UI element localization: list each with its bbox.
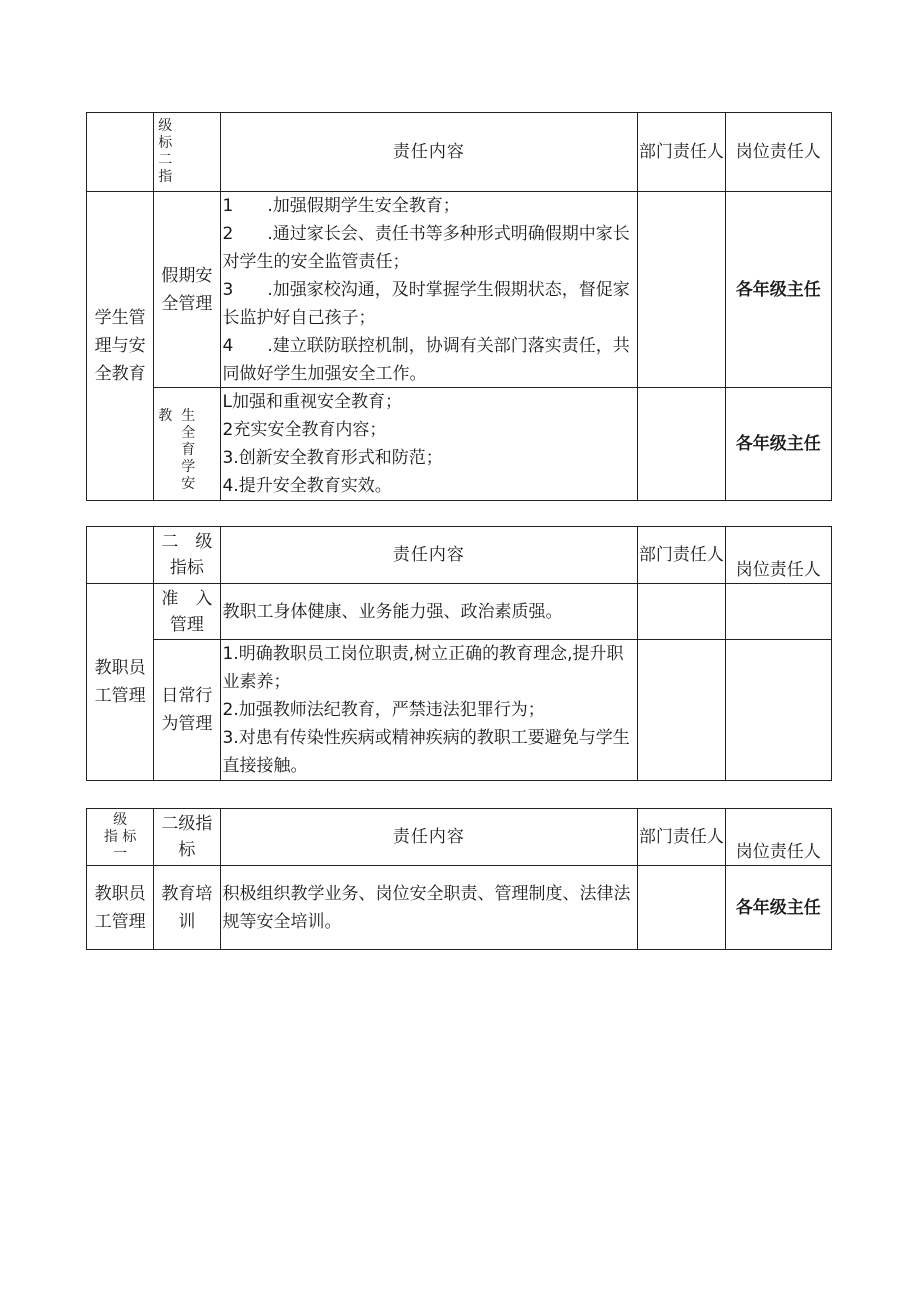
level2-char: 学 xyxy=(181,459,196,475)
content-line: L加强和重视安全教育； xyxy=(222,392,403,412)
level2-indicator: 教育培训 xyxy=(154,866,220,950)
content-line: 积极组织教学业务、岗位安全职责、管理制度、法律法规等安全培训。 xyxy=(222,883,631,932)
content-line: 1 .加强假期学生安全教育； xyxy=(222,196,460,216)
dept-responsible-cell xyxy=(638,192,725,388)
level2-indicator: 准 入管理 xyxy=(154,584,220,640)
level1-indicator: 教职员工管理 xyxy=(87,866,154,950)
header-level2-char: 指 xyxy=(158,169,173,185)
content-line: 3.对患有传染性疾病或精神疾病的教职工要避免与学生直接接触。 xyxy=(222,728,630,776)
content-line: 2充实安全教育内容； xyxy=(222,420,387,440)
header-content: 责任内容 xyxy=(220,113,638,192)
level2-char: 育 xyxy=(181,442,196,458)
header-level1-cell xyxy=(87,113,154,192)
level1-indicator: 教职员工管理 xyxy=(87,584,154,781)
header-level1-char: 级 xyxy=(113,811,128,828)
header-content: 责任内容 xyxy=(220,527,638,584)
header-post-responsible: 岗位责任人 xyxy=(725,809,831,866)
responsibility-table-student-safety xyxy=(86,112,832,501)
level2-char: 教 xyxy=(158,408,173,424)
post-responsible: 各年级主任 xyxy=(725,192,831,388)
responsibility-content xyxy=(220,866,638,950)
content-line: 2 .通过家长会、责任书等多种形式明确假期中家长对学生的安全监管责任； xyxy=(222,224,630,272)
table-row xyxy=(87,388,832,501)
post-responsible: 各年级主任 xyxy=(725,388,831,501)
header-post-responsible: 岗位责任人 xyxy=(725,527,831,584)
content-line: 3.创新安全教育形式和防范； xyxy=(222,448,443,468)
header-dept-responsible: 部门责任人 xyxy=(638,113,725,192)
table-header-row xyxy=(87,809,832,866)
header-level2-cell xyxy=(154,113,220,192)
responsibility-content xyxy=(220,640,638,781)
content-line: 1.明确教职员工岗位职责,树立正确的教育理念,提升职业素养； xyxy=(222,644,624,692)
table-row xyxy=(87,640,832,781)
header-level1-char: 指 标 xyxy=(103,828,137,845)
dept-responsible-cell xyxy=(638,640,725,781)
header-dept-responsible: 部门责任人 xyxy=(638,809,725,866)
content-line: 4 .建立联防联控机制，协调有关部门落实责任，共同做好学生加强安全工作。 xyxy=(222,336,630,384)
level2-indicator: 假期安全管理 xyxy=(154,192,220,388)
level2-char: 安 xyxy=(181,476,196,492)
header-level2-char: 二 xyxy=(158,152,173,168)
header-post-responsible: 岗位责任人 xyxy=(725,113,831,192)
header-level2-char: 级 xyxy=(158,118,173,134)
responsibility-content xyxy=(220,388,638,501)
content-line: 教职工身体健康、业务能力强、政治素质强。 xyxy=(222,601,563,622)
table-row xyxy=(87,584,832,640)
responsibility-table-training xyxy=(86,808,832,950)
header-level2-char: 标 xyxy=(158,135,173,151)
level2-indicator xyxy=(154,388,220,501)
post-responsible xyxy=(725,640,831,781)
dept-responsible-cell xyxy=(638,584,725,640)
table-header-row xyxy=(87,113,832,192)
level1-indicator: 学生管理与安全教育 xyxy=(87,192,154,501)
responsibility-table-staff xyxy=(86,526,832,781)
table-row xyxy=(87,192,832,388)
header-content: 责任内容 xyxy=(220,809,638,866)
responsibility-content xyxy=(220,584,638,640)
dept-responsible-cell xyxy=(638,866,725,950)
post-responsible: 各年级主任 xyxy=(725,866,831,950)
content-line: 4.提升安全教育实效。 xyxy=(222,476,392,496)
header-level1-cell xyxy=(87,527,154,584)
table-row xyxy=(87,866,832,950)
level2-indicator: 日常行为管理 xyxy=(154,640,220,781)
dept-responsible-cell xyxy=(638,388,725,501)
content-line: 3 .加强家校沟通，及时掌握学生假期状态，督促家长监护好自己孩子； xyxy=(222,280,630,328)
header-level2: 二级指标 xyxy=(154,809,220,866)
level2-char: 全 xyxy=(181,425,196,441)
table-header-row xyxy=(87,527,832,584)
post-responsible xyxy=(725,584,831,640)
header-dept-responsible: 部门责任人 xyxy=(638,527,725,584)
header-level2: 二 级指标 xyxy=(154,527,220,584)
content-line: 2.加强教师法纪教育，严禁违法犯罪行为； xyxy=(222,700,545,720)
header-level1 xyxy=(87,809,154,866)
level2-char: 生 xyxy=(181,408,196,424)
responsibility-content xyxy=(220,192,638,388)
header-level1-char: 一 xyxy=(113,845,128,862)
